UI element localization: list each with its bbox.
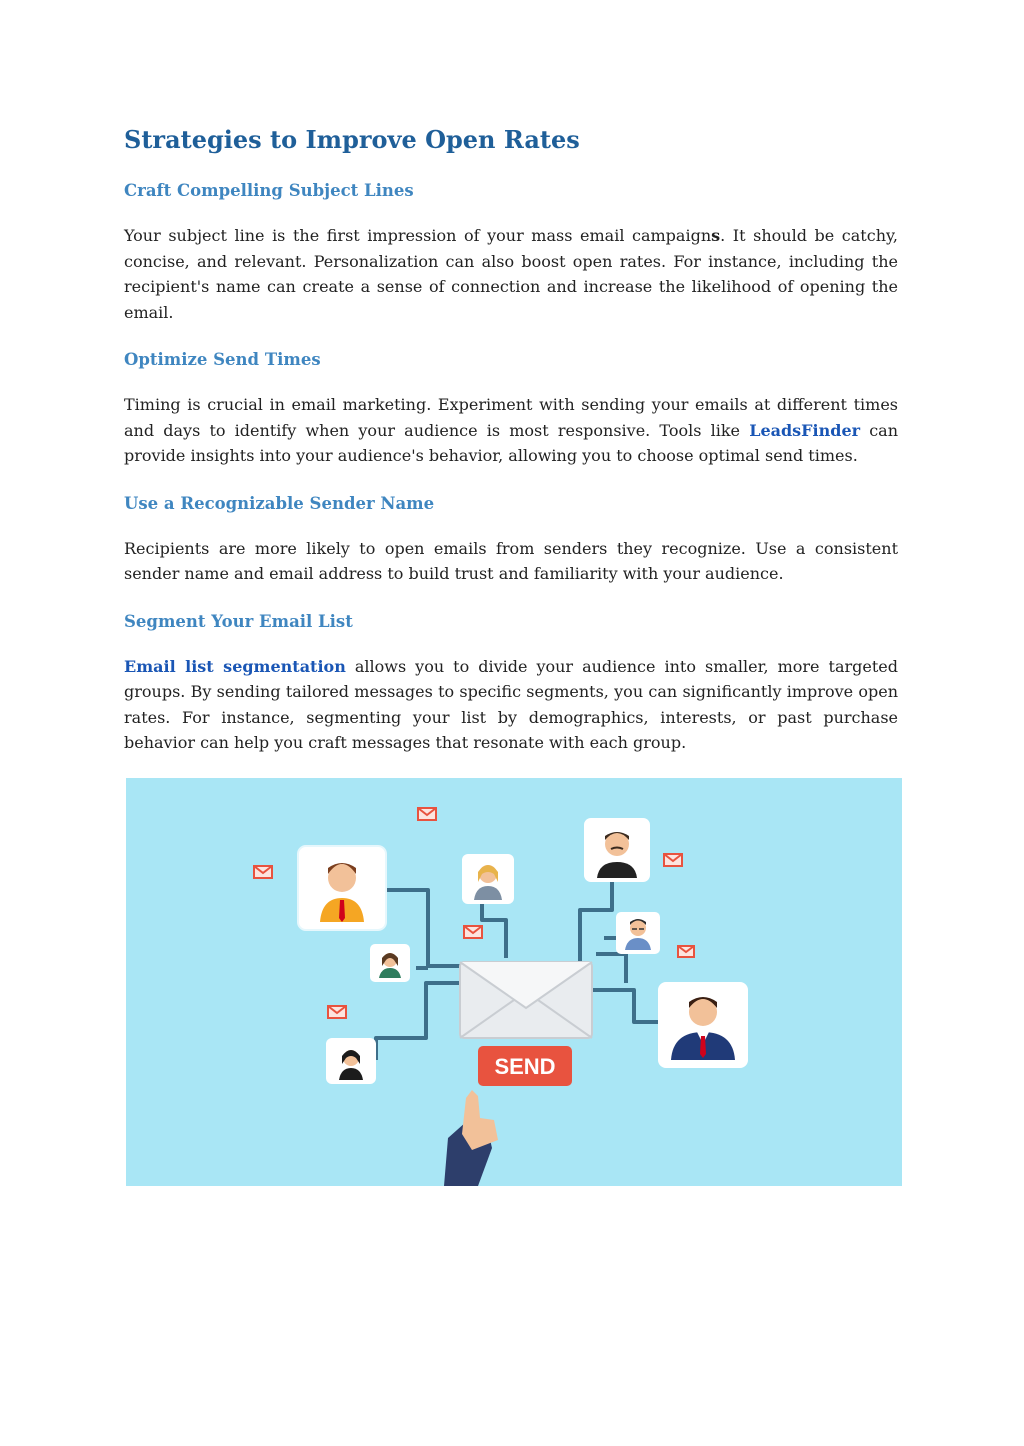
section-paragraph-send-times: Timing is crucial in email marketing. Experiment with sending your emails at different times and days to identify when your audience is most responsive. Tools like LeadsFinder can provide insights into your audience's behavior, allowing you to choose optimal send times. xyxy=(124,395,899,465)
profile-card-man-mustache xyxy=(584,818,650,882)
email-list-segmentation-link[interactable]: Email list segmentation xyxy=(124,656,346,676)
profile-card-man-suit xyxy=(658,982,748,1068)
page-title: Strategies to Improve Open Rates xyxy=(124,125,580,154)
envelope-icon xyxy=(460,962,592,1038)
send-button-graphic xyxy=(478,1046,572,1086)
profile-card-woman-black-hair xyxy=(326,1038,376,1084)
mail-icon xyxy=(328,1006,346,1018)
mail-icon xyxy=(464,926,482,938)
profile-card-man-orange xyxy=(298,846,386,930)
section-paragraph-segment-list: Email list segmentation allows you to divide your audience into smaller, more targeted groups. By sending tailored messages to specific segments, you can significantly improve open rates. For instance, segmenting your list by demographics, interests, or past purchase behavior can help you craft messages that resonate with each group. xyxy=(124,656,898,752)
email-campaign-illustration xyxy=(126,778,902,1186)
profile-card-woman-small xyxy=(370,944,410,982)
svg-text:SEND: SEND xyxy=(494,1054,556,1079)
section-heading-subject-lines: Craft Compelling Subject Lines xyxy=(124,181,414,200)
profile-card-man-glasses xyxy=(616,912,660,954)
section-heading-sender-name: Use a Recognizable Sender Name xyxy=(124,493,435,513)
document-page xyxy=(124,124,898,756)
profile-card-woman-yellow xyxy=(462,854,514,904)
mail-icon xyxy=(418,808,436,820)
leadsfinder-link[interactable]: LeadsFinder xyxy=(749,420,861,440)
mail-icon xyxy=(664,854,682,866)
section-heading-send-times: Optimize Send Times xyxy=(124,350,321,369)
section-heading-segment-list: Segment Your Email List xyxy=(124,611,353,631)
mail-icon xyxy=(254,866,272,878)
section-paragraph-subject-lines: Your subject line is the first impression of your mass email campaigns. It should be catchy, concise, and relevant. Personalization can also boost open rates. For instance, including the recipient's name can create a sense of connection and increase the likelihood of opening the email. xyxy=(124,226,898,322)
mail-icon xyxy=(678,946,694,957)
section-paragraph-sender-name: Recipients are more likely to open emails from senders they recognize. Use a consistent sender name and email address to build trust and familiarity with your audience. xyxy=(124,538,898,583)
